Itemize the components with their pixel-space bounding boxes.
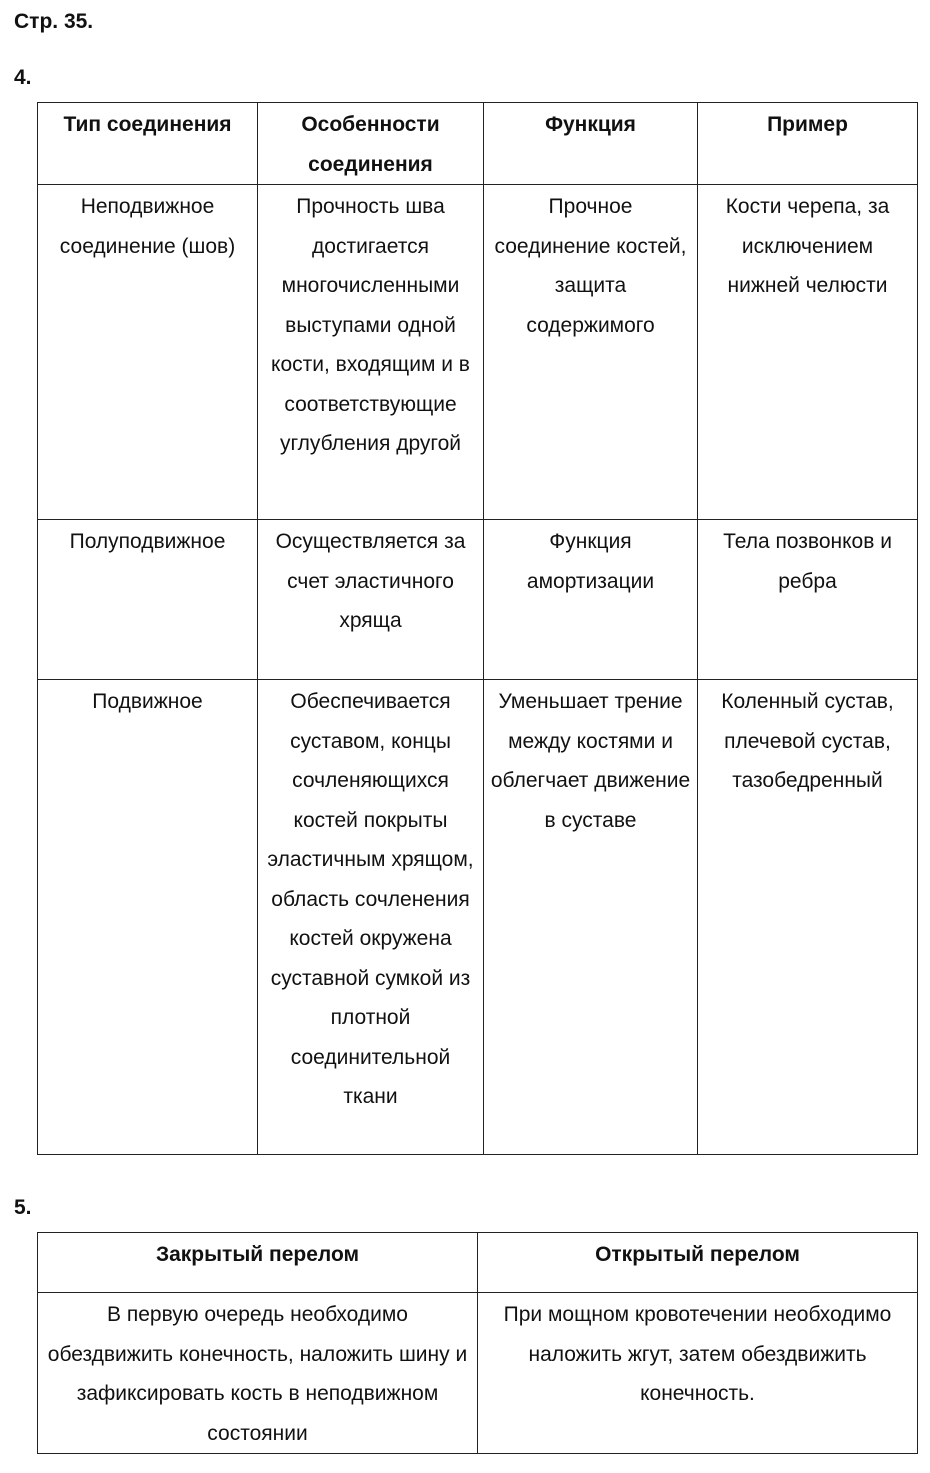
table-cell: Тела позвонков и ребра — [698, 520, 918, 680]
table-cell: Прочное соединение костей, защита содержимого — [484, 185, 698, 520]
page-label: Стр. 35. — [14, 10, 94, 33]
table-cell: Полуподвижное — [38, 520, 258, 680]
table-cell: Уменьшает трение между костями и облегчает движение в суставе — [484, 680, 698, 1155]
header-cell: Тип соединения — [38, 103, 258, 185]
table-cell: Коленный сустав, плечевой сустав, тазобедренный — [698, 680, 918, 1155]
table-cell: Неподвижное соединение (шов) — [38, 185, 258, 520]
task-5-number: 5. — [14, 1196, 32, 1219]
header-cell: Пример — [698, 103, 918, 185]
table-cell: В первую очередь необходимо обездвижить конечность, наложить шину и зафиксировать кость в неподвижном состоянии — [38, 1293, 478, 1454]
table-row — [38, 680, 918, 1155]
table-cell: При мощном кровотечении необходимо наложить жгут, затем обездвижить конечность. — [478, 1293, 918, 1454]
table-cell: Кости черепа, за исключением нижней челюсти — [698, 185, 918, 520]
table-cell: Подвижное — [38, 680, 258, 1155]
table-row — [38, 520, 918, 680]
table-joint-types — [37, 102, 918, 1155]
header-cell: Закрытый перелом — [38, 1233, 478, 1293]
table-cell: Функция амортизации — [484, 520, 698, 680]
table-cell: Обеспечивается суставом, концы сочленяющихся костей покрыты эластичным хрящом, область сочленения костей окружена суставной сумкой из плотной соединительной ткани — [258, 680, 484, 1155]
table-header-row — [38, 103, 918, 185]
table-row — [38, 1293, 918, 1454]
task-4-number: 4. — [14, 66, 32, 89]
table-row — [38, 185, 918, 520]
header-cell: Функция — [484, 103, 698, 185]
table-cell: Прочность шва достигается многочисленными выступами одной кости, входящим и в соответствующие углубления другой — [258, 185, 484, 520]
table-header-row — [38, 1233, 918, 1293]
table-fracture-first-aid — [37, 1232, 918, 1454]
table-cell: Осуществляется за счет эластичного хряща — [258, 520, 484, 680]
header-cell: Особенности соединения — [258, 103, 484, 185]
header-cell: Открытый перелом — [478, 1233, 918, 1293]
